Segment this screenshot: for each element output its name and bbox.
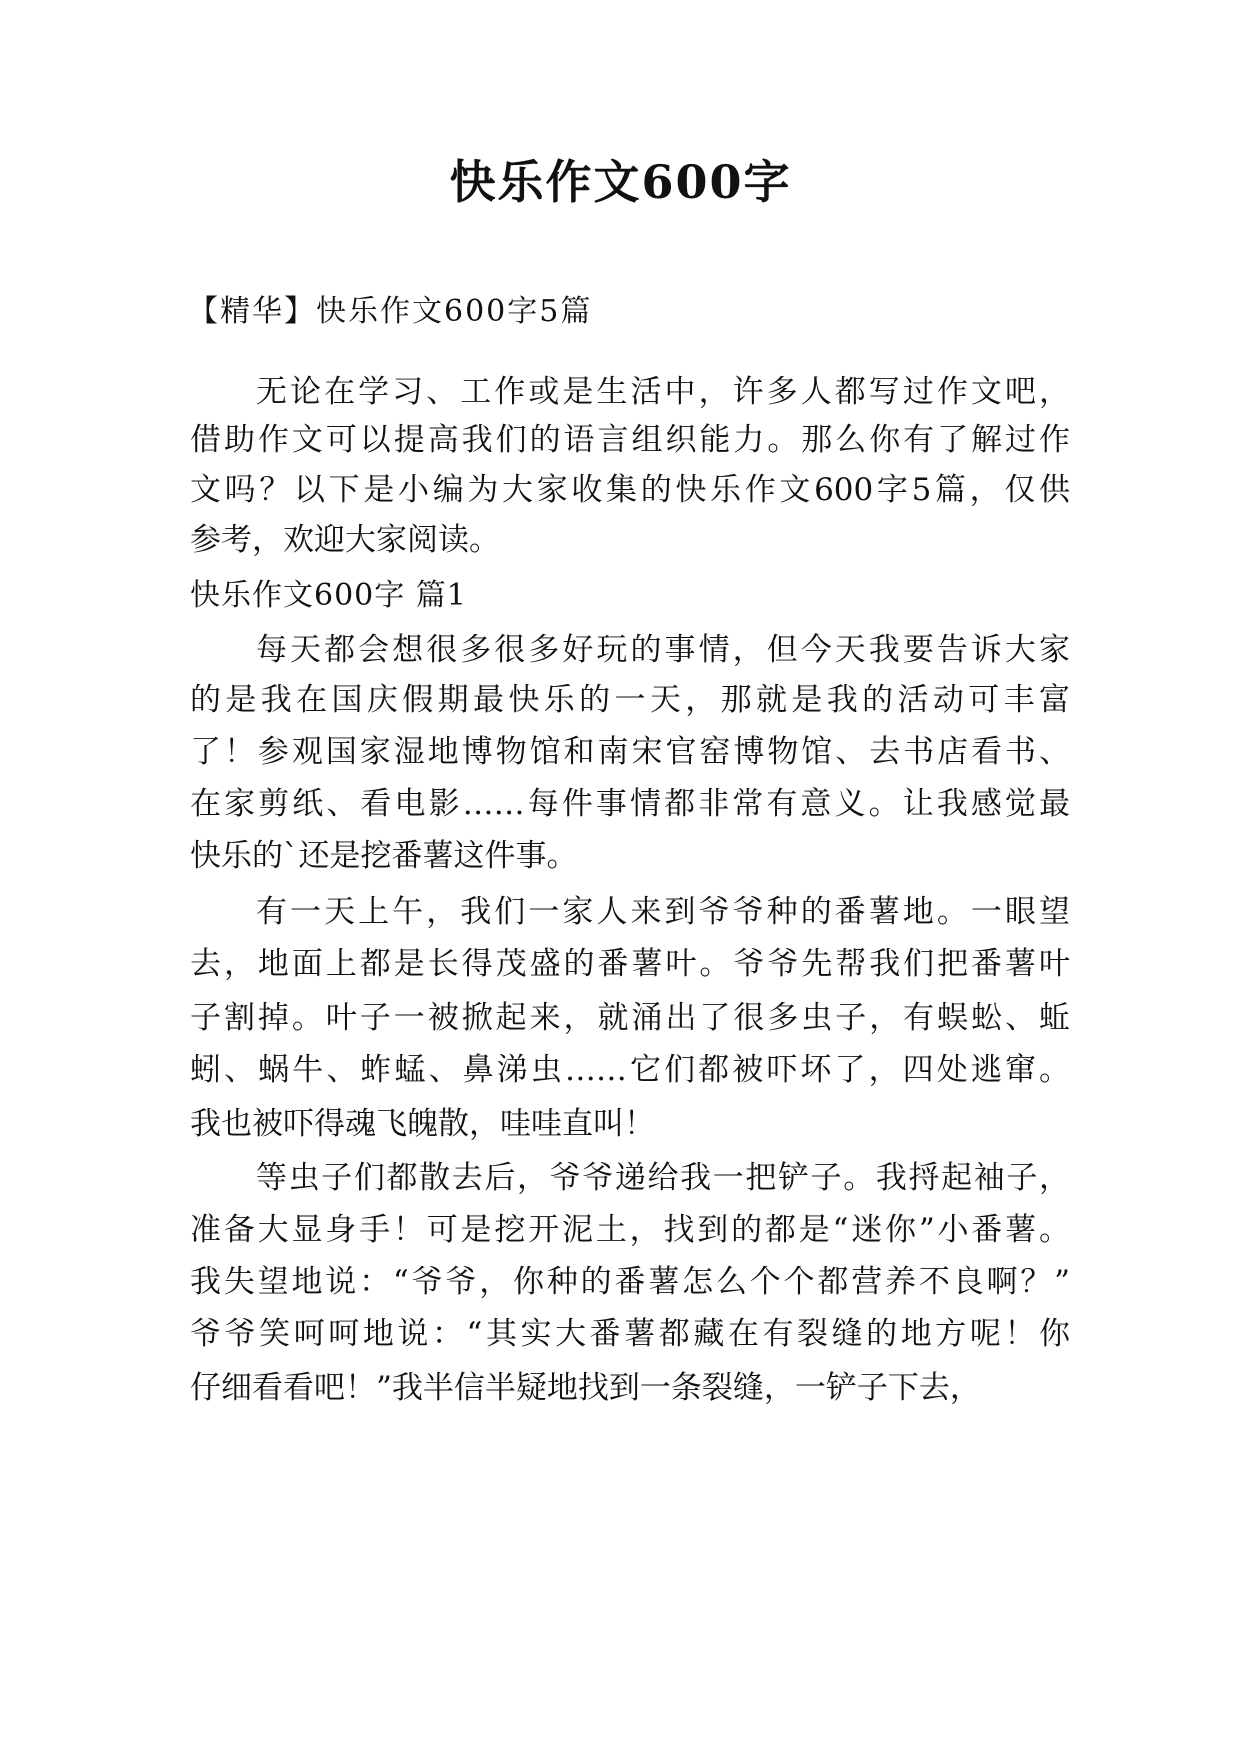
intro-line: 参考，欢迎大家阅读。 xyxy=(190,522,500,558)
intro-line: 借助作文可以提高我们的语言组织能力。那么你有了解过作 xyxy=(190,422,1070,458)
intro-line: 文吗？以下是小编为大家收集的快乐作文600字5篇，仅供 xyxy=(190,472,1070,508)
document-subtitle: 【精华】快乐作文600字5篇 xyxy=(188,294,593,329)
paragraph-line: 我也被吓得魂飞魄散，哇哇直叫！ xyxy=(190,1106,655,1142)
paragraph-line: 我失望地说：“爷爷，你种的番薯怎么个个都营养不良啊？” xyxy=(190,1264,1070,1300)
paragraph-line: 子割掉。叶子一被掀起来，就涌出了很多虫子，有蜈蚣、蚯 xyxy=(190,1000,1070,1036)
document-title: 快乐作文600字 xyxy=(449,155,792,209)
paragraph-line: 有一天上午，我们一家人来到爷爷种的番薯地。一眼望 xyxy=(256,894,1070,930)
paragraph-line: 快乐的`还是挖番薯这件事。 xyxy=(190,838,578,874)
intro-line: 无论在学习、工作或是生活中，许多人都写过作文吧， xyxy=(256,374,1070,410)
section-heading: 快乐作文600字 篇1 xyxy=(190,578,467,613)
paragraph-line: 去，地面上都是长得茂盛的番薯叶。爷爷先帮我们把番薯叶 xyxy=(190,946,1070,982)
paragraph-line: 在家剪纸、看电影……每件事情都非常有意义。让我感觉最 xyxy=(190,786,1070,822)
paragraph-line: 仔细看看吧！”我半信半疑地找到一条裂缝，一铲子下去， xyxy=(190,1370,981,1406)
paragraph-line: 的是我在国庆假期最快乐的一天，那就是我的活动可丰富 xyxy=(190,682,1070,718)
paragraph-line: 每天都会想很多很多好玩的事情，但今天我要告诉大家 xyxy=(256,632,1070,668)
paragraph-line: 蚓、蜗牛、蚱蜢、鼻涕虫……它们都被吓坏了，四处逃窜。 xyxy=(190,1052,1070,1088)
paragraph-line: 了！参观国家湿地博物馆和南宋官窑博物馆、去书店看书、 xyxy=(190,734,1070,770)
paragraph-line: 等虫子们都散去后，爷爷递给我一把铲子。我捋起袖子， xyxy=(256,1160,1070,1196)
paragraph-line: 爷爷笑呵呵地说：“其实大番薯都藏在有裂缝的地方呢！你 xyxy=(190,1316,1070,1352)
paragraph-line: 准备大显身手！可是挖开泥土，找到的都是“迷你”小番薯。 xyxy=(190,1212,1070,1248)
